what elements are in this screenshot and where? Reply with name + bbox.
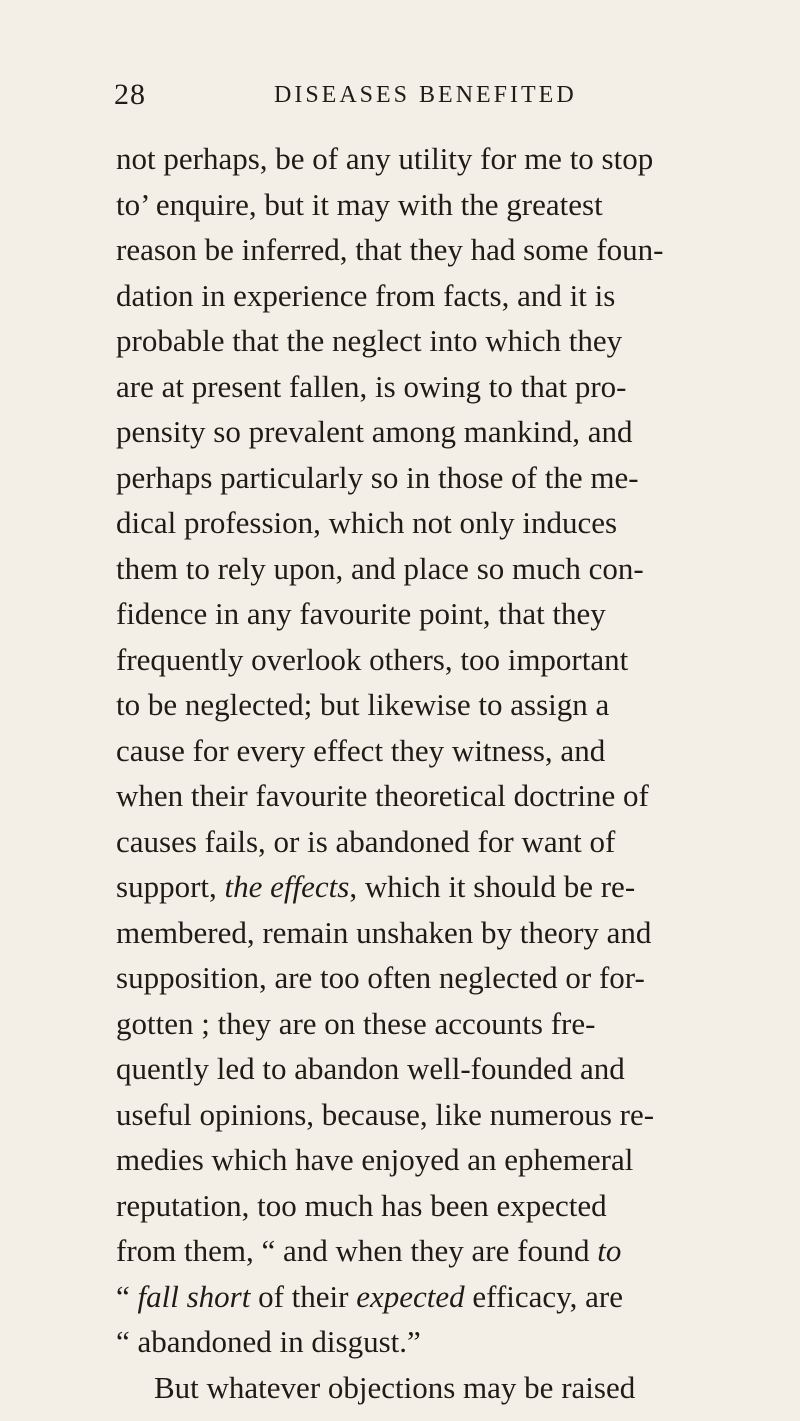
text-line: [116, 864, 796, 910]
text-line: [116, 227, 796, 273]
running-head: DISEASES BENEFITED: [274, 82, 577, 108]
text-segment: , which it should be re-: [349, 869, 636, 904]
text-line: [116, 1365, 796, 1411]
text-segment: efficacy, are: [464, 1278, 623, 1314]
text-segment: causes fails, or is abandoned for want of: [116, 823, 616, 859]
text-segment: dation in experience from facts, and it is: [116, 277, 616, 313]
text-line: [116, 1319, 796, 1365]
text-segment: useful opinions, because, like numerous re-: [116, 1096, 655, 1132]
text-segment: them to rely upon, and place so much con-: [116, 550, 644, 586]
text-line: [116, 1046, 796, 1092]
text-segment: probable that the neglect into which they: [116, 323, 623, 358]
text-segment: membered, remain unshaken by theory and: [116, 914, 652, 950]
text-line: [116, 1183, 796, 1229]
page-header: [114, 78, 734, 118]
text-segment: perhaps particularly so in those of the me-: [116, 459, 639, 495]
text-line: [116, 1137, 796, 1183]
text-segment: reputation, too much has been expected: [116, 1187, 607, 1223]
text-line: [116, 136, 796, 182]
text-line: [116, 1092, 796, 1138]
text-segment: quently led to abandon well-founded and: [116, 1051, 625, 1086]
page-number: 28: [114, 78, 146, 111]
italic-text: to: [597, 1233, 622, 1268]
text-segment: to’ enquire, but it may with the greatest: [116, 186, 603, 222]
text-segment: not perhaps, be of any utility for me to stop: [116, 141, 654, 176]
text-segment: But whatever objections may be raised: [154, 1369, 636, 1405]
text-segment: of their: [250, 1278, 357, 1314]
text-segment: frequently overlook others, too important: [116, 641, 629, 677]
text-segment: fidence in any favourite point, that they: [116, 596, 606, 631]
text-line: [116, 546, 796, 592]
text-segment: from them, “ and when they are found: [116, 1233, 598, 1268]
body-text: [116, 136, 796, 1410]
text-segment: supposition, are too often neglected or for-: [116, 960, 645, 995]
text-segment: are at present fallen, is owing to that pro-: [116, 368, 627, 404]
text-segment: “: [116, 1278, 138, 1314]
text-segment: to be neglected; but likewise to assign a: [116, 687, 610, 722]
text-segment: pensity so prevalent among mankind, and: [116, 414, 633, 449]
text-line: [116, 682, 796, 728]
text-line: [116, 591, 796, 637]
text-line: [116, 819, 796, 865]
italic-text: expected: [356, 1278, 465, 1314]
text-segment: cause for every effect they witness, and: [116, 732, 606, 768]
text-line: [116, 1274, 796, 1320]
text-segment: “ abandoned in disgust.”: [116, 1324, 421, 1359]
text-line: [116, 1228, 796, 1274]
text-line: [116, 182, 796, 228]
text-line: [116, 409, 796, 455]
text-line: [116, 955, 796, 1001]
text-line: [116, 637, 796, 683]
text-segment: support,: [116, 869, 225, 904]
text-line: [116, 728, 796, 774]
text-line: [116, 773, 796, 819]
text-line: [116, 273, 796, 319]
text-line: [116, 318, 796, 364]
text-segment: dical profession, which not only induces: [116, 505, 618, 540]
text-line: [116, 910, 796, 956]
text-line: [116, 500, 796, 546]
text-segment: reason be inferred, that they had some foun-: [116, 232, 664, 267]
italic-text: fall short: [137, 1278, 251, 1314]
text-segment: medies which have enjoyed an ephemeral: [116, 1142, 634, 1177]
italic-text: the effects: [224, 869, 350, 904]
text-line: [116, 1001, 796, 1047]
text-segment: when their favourite theoretical doctrine of: [116, 778, 649, 813]
text-segment: gotten ; they are on these accounts fre-: [116, 1005, 596, 1041]
text-line: [116, 455, 796, 501]
text-line: [116, 364, 796, 410]
